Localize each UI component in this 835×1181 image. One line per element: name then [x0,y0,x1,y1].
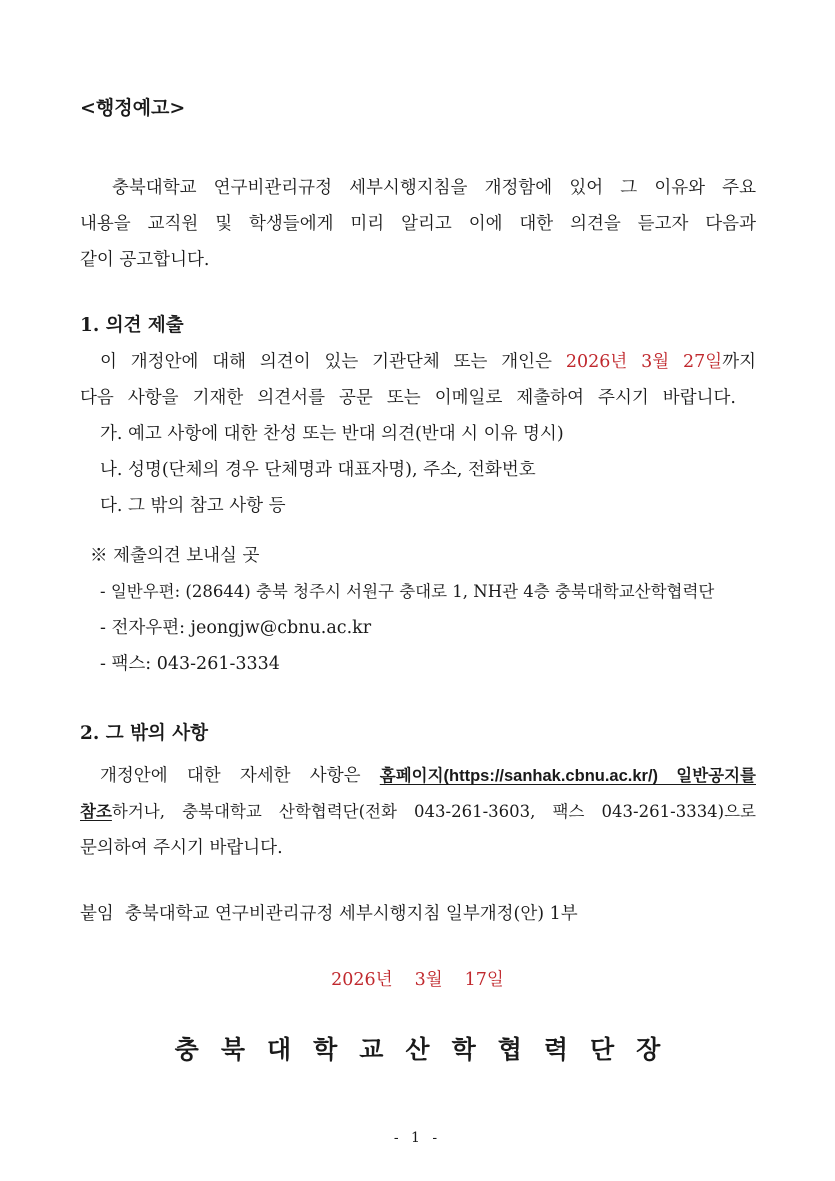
section-2-line-1 [100,764,756,788]
issuer-signature: 충북대학교산학협력단장 [174,1035,683,1064]
section-1-paragraph-line-1 [100,350,756,374]
submission-deadline: 2026년 3월 27일 [565,352,723,372]
opinion-item-ga: 가. 예고 사항에 대한 찬성 또는 반대 의견(반대 시 이유 명시) [100,424,564,444]
notice-date [0,968,835,992]
section-1-paragraph-text-b: 까지 [722,352,756,372]
date-day: 17일 [464,970,504,990]
send-to-postal-mail: - 일반우편: (28644) 충북 청주시 서원구 충대로 1, NH관 4층 충북대학교산학협력단 [100,582,715,601]
section-2-text-a: 개정안에 대한 자세한 사항은 [100,766,380,786]
reference-link[interactable]: 참조 [80,802,112,821]
send-to-fax: - 팩스: 043-261-3334 [100,654,280,674]
intro-line-2: 내용을 교직원 및 학생들에게 미리 알리고 이에 대한 의견을 듣고자 다음과 [80,214,756,234]
send-to-email: - 전자우편: jeongjw@cbnu.ac.kr [100,618,372,638]
section-1-paragraph-line-2: 다음 사항을 기재한 의견서를 공문 또는 이메일로 제출하여 주시기 바랍니다. [80,388,736,408]
date-year: 2026년 [331,970,393,990]
intro-line-1: 충북대학교 연구비관리규정 세부시행지침을 개정함에 있어 그 이유와 주요 [112,178,756,198]
intro-line-3: 같이 공고합니다. [80,250,210,270]
page-number: - 1 - [393,1130,442,1146]
attachment-line: 붙임 충북대학교 연구비관리규정 세부시행지침 일부개정(안) 1부 [80,904,578,924]
send-to-heading: ※ 제출의견 보내실 곳 [90,546,260,566]
section-1-paragraph-text-a: 이 개정안에 대해 의견이 있는 기관단체 또는 개인은 [100,352,566,372]
section-2-text-b: 하거나, 충북대학교 산학협력단(전화 043-261-3603, 팩스 043-261-3334)으로 [111,802,756,821]
section-2-heading: 2. 그 밖의 사항 [80,723,208,744]
section-2-line-3: 문의하여 주시기 바랍니다. [80,838,283,858]
section-2-line-2 [80,800,756,824]
homepage-notice-link[interactable]: 홈페이지(https://sanhak.cbnu.ac.kr/) 일반공지를 [379,767,756,785]
date-month: 3월 [414,970,443,990]
opinion-item-na: 나. 성명(단체의 경우 단체명과 대표자명), 주소, 전화번호 [100,460,536,480]
opinion-item-da: 다. 그 밖의 참고 사항 등 [100,496,286,516]
notice-title: <행정예고> [80,97,186,119]
section-1-heading: 1. 의견 제출 [80,315,184,336]
